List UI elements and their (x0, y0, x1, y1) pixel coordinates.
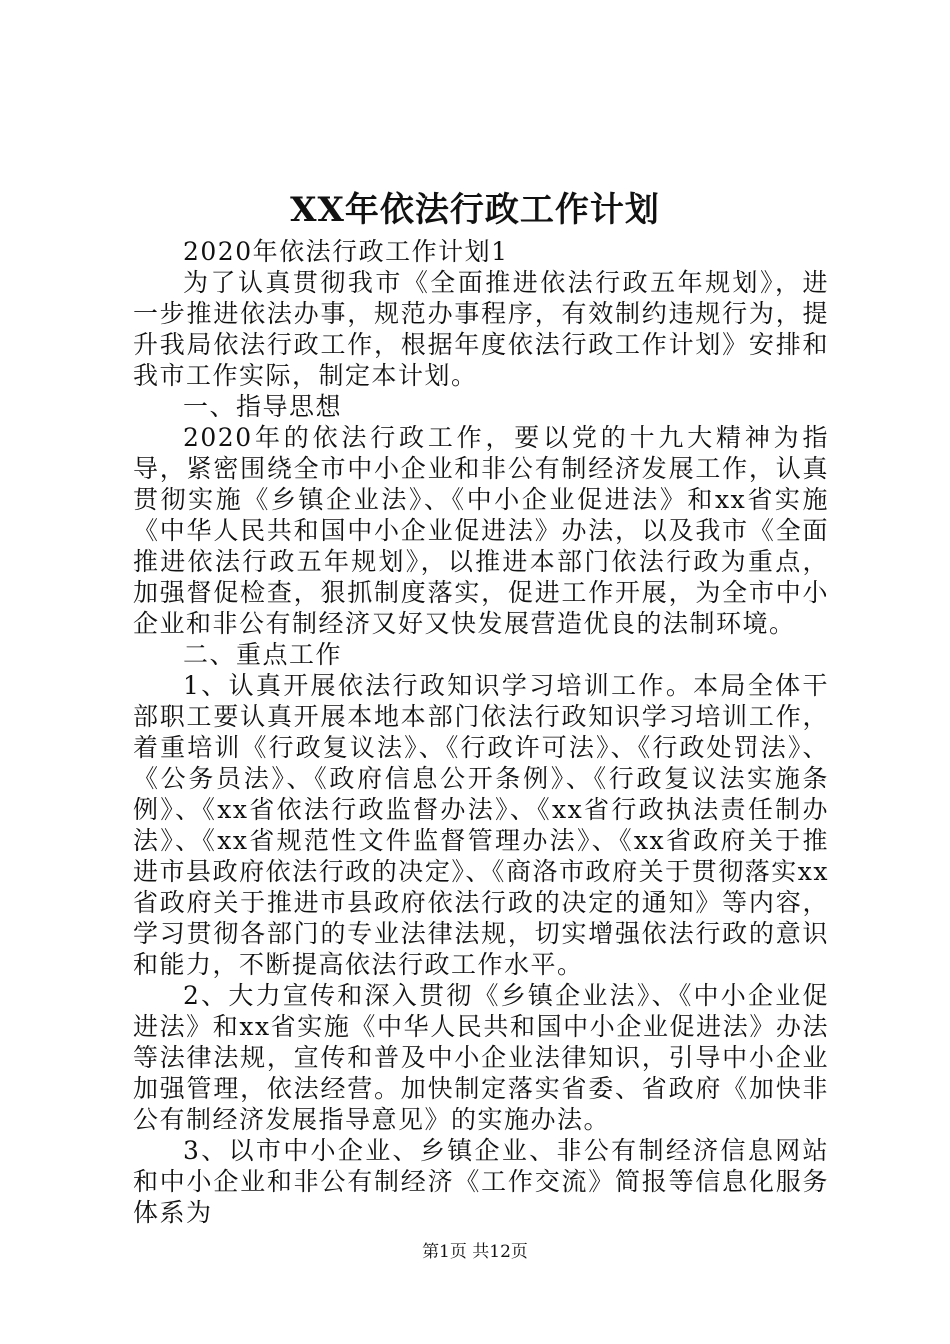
document-title: XX年依法行政工作计划 (290, 190, 660, 230)
section-heading-guiding-thought: 一、指导思想 (183, 392, 343, 421)
page-number-footer: 第1页 共12页 (422, 1242, 528, 1262)
paragraph-subtitle: 2020年依法行政工作计划1 (183, 237, 509, 266)
section-heading-key-work: 二、重点工作 (183, 640, 343, 669)
paragraph-intro: 为了认真贯彻我市《全面推进依法行政五年规划》，进一步推进依法办事，规范办事程序，有效制约违规行为，提升我局依法行政工作，根据年度依法行政工作计划》安排和我市工作实际，制定本计划。 (133, 268, 829, 390)
paragraph-item-3: 3、以市中小企业、乡镇企业、非公有制经济信息网站和中小企业和非公有制经济《工作交流》简报等信息化服务体系为 (133, 1136, 829, 1227)
paragraph-item-1: 1、认真开展依法行政知识学习培训工作。本局全体干部职工要认真开展本地本部门依法行政知识学习培训工作，着重培训《行政复议法》、《行政许可法》、《行政处罚法》、《公务员法》、《政府信息公开条例》、《行政复议法实施条例》、《xx省依法行政监督办法》、《xx省行政执法责任制办法》、《xx省规范性文件监督管理办法》、《xx省政府关于推进市县政府依法行政的决定》、《商洛市政府关于贯彻落实xx省政府关于推进市县政府依法行政的决定的通知》等内容，学习贯彻各部门的专业法律法规，切实增强依法行政的意识和能力，不断提高依法行政工作水平。 (133, 671, 829, 979)
paragraph-guiding-thought: 2020年的依法行政工作，要以党的十九大精神为指导，紧密围绕全市中小企业和非公有制经济发展工作，认真贯彻实施《乡镇企业法》、《中小企业促进法》和xx省实施《中华人民共和国中小企业促进法》办法，以及我市《全面推进依法行政五年规划》，以推进本部门依法行政为重点，加强督促检查，狠抓制度落实，促进工作开展，为全市中小企业和非公有制经济又好又快发展营造优良的法制环境。 (133, 423, 829, 638)
document-body (133, 236, 829, 1228)
paragraph-item-2: 2、大力宣传和深入贯彻《乡镇企业法》、《中小企业促进法》和xx省实施《中华人民共和国中小企业促进法》办法等法律法规，宣传和普及中小企业法律知识，引导中小企业加强管理，依法经营。加快制定落实省委、省政府《加快非公有制经济发展指导意见》的实施办法。 (133, 981, 829, 1134)
